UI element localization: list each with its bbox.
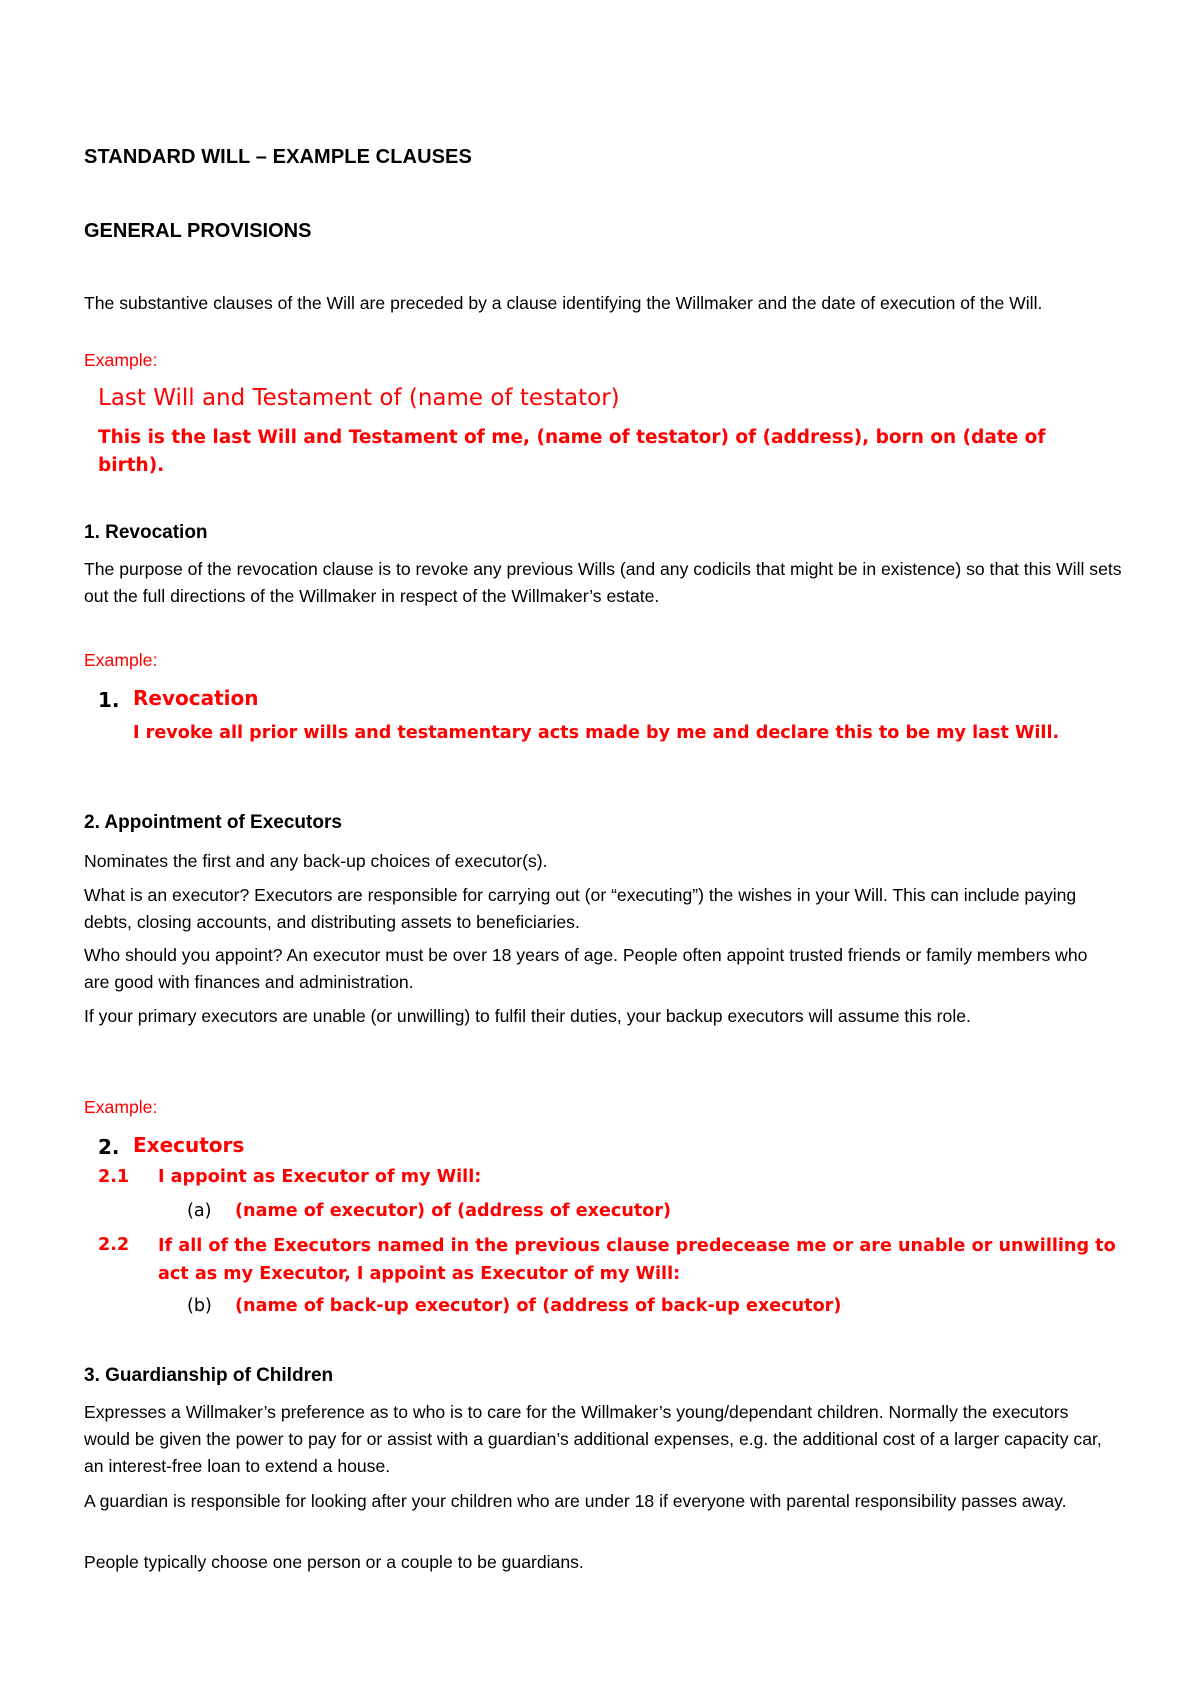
intro-paragraph: The substantive clauses of the Will are preceded by a clause identifying the Willmaker and the date of execution of the Will. xyxy=(84,293,1043,313)
example-label: Example: xyxy=(84,650,158,670)
subclause-letter: (a) xyxy=(187,1201,212,1221)
subclause-text: If all of the Executors named in the previous clause predecease me or are unable or unwilling to act as my Executor, I appoint as Executor of my Will: xyxy=(158,1236,1116,1284)
revocation-paragraph: The purpose of the revocation clause is to revoke any previous Wills (and any codicils that might be in existence) so that this Will sets out the full directions of the Willmaker in respect of the Willmaker’s estate. xyxy=(84,559,1122,606)
executors-paragraph: What is an executor? Executors are responsible for carrying out (or “executing”) the wishes in your Will. This can include paying debts, closing accounts, and distributing assets to beneficiaries. xyxy=(84,885,1077,932)
example-clause-number: 2. xyxy=(98,1135,120,1159)
subclause-number: 2.1 xyxy=(98,1167,130,1187)
intro-example-text: This is the last Will and Testament of me, (name of testator) of (address), born on (date of birth). xyxy=(98,427,1046,476)
document-title: STANDARD WILL – EXAMPLE CLAUSES xyxy=(84,146,472,168)
example-label: Example: xyxy=(84,1097,158,1117)
example-clause-heading: Executors xyxy=(133,1133,245,1157)
example-clause-heading: Revocation xyxy=(133,686,259,710)
guardianship-paragraph: A guardian is responsible for looking after your children who are under 18 if everyone with parental responsibility passes away. xyxy=(84,1491,1067,1511)
section-heading-guardianship: 3. Guardianship of Children xyxy=(84,1365,334,1386)
example-clause-number: 1. xyxy=(98,688,120,712)
section-subtitle: GENERAL PROVISIONS xyxy=(84,220,312,242)
subclause-detail: (name of executor) of (address of executor) xyxy=(235,1201,672,1221)
executors-paragraph: Who should you appoint? An executor must be over 18 years of age. People often appoint trusted friends or family members who are good with finances and administration. xyxy=(84,945,1088,992)
intro-example-heading: Last Will and Testament of (name of testator) xyxy=(98,385,620,411)
subclause-text: I appoint as Executor of my Will: xyxy=(158,1167,482,1187)
subclause-number: 2.2 xyxy=(98,1235,130,1255)
example-clause-text: I revoke all prior wills and testamentary acts made by me and declare this to be my last Will. xyxy=(133,723,1060,743)
example-label: Example: xyxy=(84,350,158,370)
subclause-letter: (b) xyxy=(187,1296,212,1316)
guardianship-paragraph: People typically choose one person or a couple to be guardians. xyxy=(84,1552,584,1572)
section-heading-executors: 2. Appointment of Executors xyxy=(84,812,342,833)
executors-paragraph: Nominates the first and any back-up choices of executor(s). xyxy=(84,851,548,871)
executors-paragraph: If your primary executors are unable (or unwilling) to fulfil their duties, your backup executors will assume this role. xyxy=(84,1006,971,1026)
subclause-detail: (name of back-up executor) of (address of back-up executor) xyxy=(235,1296,842,1316)
section-heading-revocation: 1. Revocation xyxy=(84,522,208,543)
guardianship-paragraph: Expresses a Willmaker’s preference as to who is to care for the Willmaker’s young/dependant children. Normally the executors would be given the power to pay for or assist with a guardian’s additional expenses, e.g. the additional cost of a larger capacity car, an interest-free loan to extend a house. xyxy=(84,1402,1102,1476)
